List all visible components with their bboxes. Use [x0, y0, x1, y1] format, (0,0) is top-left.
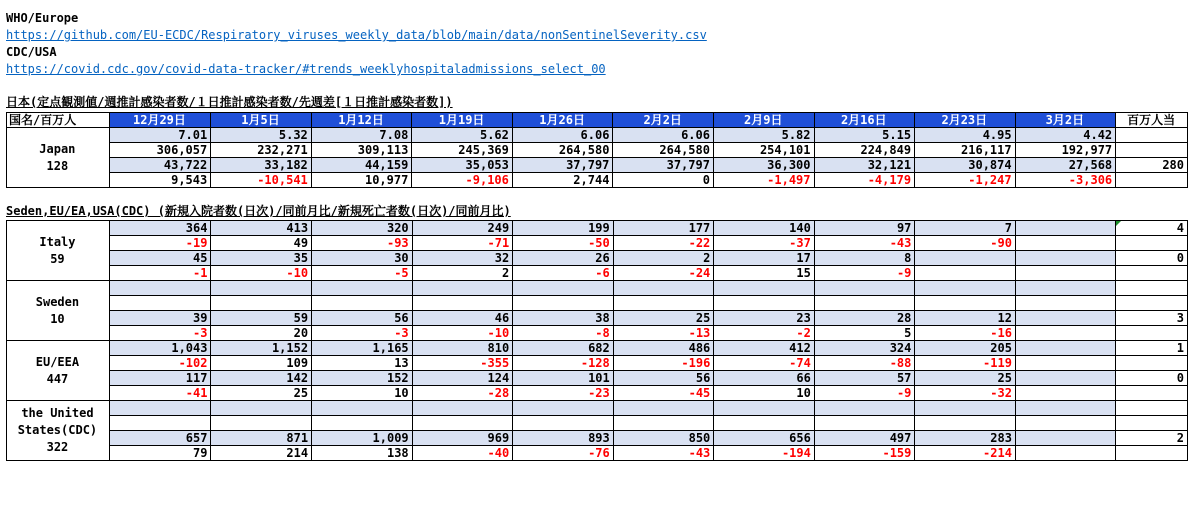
date-column-header: 2月9日 — [713, 113, 814, 128]
value-cell — [513, 281, 614, 296]
value-cell: 101 — [513, 371, 614, 386]
country-name: Japan — [39, 141, 76, 156]
value-cell — [513, 416, 614, 431]
value-cell: -6 — [513, 266, 614, 281]
value-cell: -32 — [915, 386, 1016, 401]
value-cell: 37,797 — [512, 158, 613, 173]
who-source-label: WHO/Europe — [6, 11, 79, 25]
value-cell: 1,009 — [312, 431, 413, 446]
value-cell: -93 — [312, 236, 413, 251]
per-million-cell: 0 — [1116, 371, 1188, 386]
value-cell — [312, 296, 413, 311]
value-cell — [1015, 296, 1115, 311]
value-cell — [109, 281, 211, 296]
value-cell: 264,580 — [512, 143, 613, 158]
value-cell: 810 — [412, 341, 513, 356]
country-column-header: 国名/百万人 — [7, 113, 110, 128]
per-million-cell — [1116, 386, 1188, 401]
value-cell — [1015, 281, 1115, 296]
value-cell: 32 — [412, 251, 513, 266]
value-cell — [915, 416, 1016, 431]
per-million-cell — [1116, 446, 1188, 461]
value-cell: 49 — [211, 236, 312, 251]
value-cell: 214 — [211, 446, 312, 461]
value-cell: 12 — [915, 311, 1016, 326]
value-cell: 320 — [312, 221, 413, 236]
value-cell — [1015, 356, 1115, 371]
date-column-header: 1月26日 — [512, 113, 613, 128]
value-cell: 30 — [312, 251, 413, 266]
country-name: Sweden — [35, 294, 80, 309]
value-cell: 969 — [412, 431, 513, 446]
value-cell: 5.62 — [412, 128, 513, 143]
table-row — [7, 251, 1188, 266]
who-source-link[interactable]: https://github.com/EU-ECDC/Respiratory_viruses_weekly_data/blob/main/data/nonSentinelSeverity.csv — [6, 28, 707, 42]
value-cell — [1015, 326, 1115, 341]
value-cell: 264,580 — [613, 143, 714, 158]
value-cell — [714, 401, 815, 416]
table-row — [7, 296, 1188, 311]
value-cell: 1,165 — [312, 341, 413, 356]
value-cell: 245,369 — [412, 143, 513, 158]
value-cell: 4.95 — [915, 128, 1016, 143]
value-cell: 10 — [714, 386, 815, 401]
value-cell: 232,271 — [211, 143, 312, 158]
value-cell: -22 — [613, 236, 714, 251]
value-cell: -37 — [714, 236, 815, 251]
value-cell: -102 — [109, 356, 211, 371]
value-cell: -74 — [714, 356, 815, 371]
value-cell: 309,113 — [311, 143, 412, 158]
date-column-header: 1月12日 — [311, 113, 412, 128]
value-cell: 1,152 — [211, 341, 312, 356]
value-cell: -355 — [412, 356, 513, 371]
value-cell — [513, 401, 614, 416]
value-cell: 7.08 — [311, 128, 412, 143]
per-million-cell — [1116, 128, 1188, 143]
value-cell: -10 — [412, 326, 513, 341]
country-label — [7, 281, 110, 341]
value-cell: 8 — [814, 251, 915, 266]
value-cell: -28 — [412, 386, 513, 401]
value-cell: -9 — [814, 386, 915, 401]
comment-flag-icon — [1116, 221, 1121, 226]
date-column-header: 1月19日 — [412, 113, 513, 128]
value-cell — [312, 401, 413, 416]
value-cell: 2 — [613, 251, 714, 266]
value-cell: 138 — [312, 446, 413, 461]
value-cell — [412, 401, 513, 416]
value-cell: -71 — [412, 236, 513, 251]
table-row — [7, 173, 1188, 188]
value-cell: 9,543 — [109, 173, 211, 188]
value-cell: 25 — [613, 311, 714, 326]
value-cell — [312, 416, 413, 431]
value-cell: 26 — [513, 251, 614, 266]
value-cell: 37,797 — [613, 158, 714, 173]
value-cell: -1 — [109, 266, 211, 281]
value-cell: 124 — [412, 371, 513, 386]
value-cell: 97 — [814, 221, 915, 236]
value-cell — [211, 281, 312, 296]
table-row — [7, 386, 1188, 401]
value-cell: 79 — [109, 446, 211, 461]
value-cell: -50 — [513, 236, 614, 251]
value-cell: 43,722 — [109, 158, 211, 173]
value-cell: 152 — [312, 371, 413, 386]
value-cell: 324 — [814, 341, 915, 356]
value-cell: -214 — [915, 446, 1016, 461]
value-cell: 216,117 — [915, 143, 1016, 158]
value-cell — [915, 401, 1016, 416]
table-row — [7, 221, 1188, 236]
table-row — [7, 128, 1188, 143]
value-cell — [109, 416, 211, 431]
value-cell: 57 — [814, 371, 915, 386]
value-cell — [714, 281, 815, 296]
value-cell — [613, 401, 714, 416]
value-cell — [412, 296, 513, 311]
value-cell: 2,744 — [512, 173, 613, 188]
value-cell — [814, 416, 915, 431]
value-cell: 30,874 — [915, 158, 1016, 173]
per-million-cell — [1116, 416, 1188, 431]
per-million-cell: 0 — [1116, 251, 1188, 266]
table-row — [7, 371, 1188, 386]
value-cell: -128 — [513, 356, 614, 371]
country-population: 59 — [50, 251, 65, 266]
value-cell — [1015, 416, 1115, 431]
value-cell: -19 — [109, 236, 211, 251]
value-cell: 2 — [412, 266, 513, 281]
table-row — [7, 431, 1188, 446]
value-cell: -16 — [915, 326, 1016, 341]
value-cell: 177 — [613, 221, 714, 236]
value-cell: 0 — [613, 173, 714, 188]
value-cell: 59 — [211, 311, 312, 326]
value-cell: 6.06 — [613, 128, 714, 143]
country-population: 322 — [46, 440, 69, 454]
value-cell: 657 — [109, 431, 211, 446]
value-cell: 893 — [513, 431, 614, 446]
value-cell: -3 — [312, 326, 413, 341]
value-cell: 36,300 — [713, 158, 814, 173]
per-million-cell: 2 — [1116, 431, 1188, 446]
eu-section-title: Seden,EU/EA,USA(CDC) (新規入院者数(日次)/同前月比/新規死亡者数(日次)/同前月比) — [6, 204, 511, 218]
value-cell — [714, 416, 815, 431]
value-cell: 682 — [513, 341, 614, 356]
value-cell — [1015, 236, 1115, 251]
value-cell — [1015, 431, 1115, 446]
per-million-cell — [1116, 266, 1188, 281]
value-cell — [513, 296, 614, 311]
value-cell: 5 — [814, 326, 915, 341]
value-cell — [1015, 371, 1115, 386]
value-cell: 25 — [915, 371, 1016, 386]
table-row — [7, 158, 1188, 173]
country-name: EU/EEA — [35, 354, 80, 369]
value-cell: 364 — [109, 221, 211, 236]
value-cell: -43 — [613, 446, 714, 461]
value-cell — [1015, 221, 1115, 236]
value-cell: -24 — [613, 266, 714, 281]
value-cell: -45 — [613, 386, 714, 401]
value-cell: 413 — [211, 221, 312, 236]
table-row — [7, 356, 1188, 371]
value-cell: 254,101 — [713, 143, 814, 158]
value-cell — [1015, 401, 1115, 416]
value-cell: 306,057 — [109, 143, 211, 158]
date-column-header: 2月23日 — [915, 113, 1016, 128]
table-row — [7, 266, 1188, 281]
value-cell: -90 — [915, 236, 1016, 251]
value-cell — [211, 416, 312, 431]
value-cell: -194 — [714, 446, 815, 461]
date-column-header: 12月29日 — [109, 113, 211, 128]
value-cell: -13 — [613, 326, 714, 341]
value-cell: 140 — [714, 221, 815, 236]
value-cell: 7.01 — [109, 128, 211, 143]
value-cell: -88 — [814, 356, 915, 371]
value-cell: 10 — [312, 386, 413, 401]
value-cell: -3 — [109, 326, 211, 341]
value-cell: -1,247 — [915, 173, 1016, 188]
value-cell: 20 — [211, 326, 312, 341]
value-cell: -196 — [613, 356, 714, 371]
value-cell: -76 — [513, 446, 614, 461]
country-label — [7, 221, 110, 281]
value-cell — [412, 416, 513, 431]
table-row — [7, 281, 1188, 296]
value-cell — [211, 401, 312, 416]
value-cell: 25 — [211, 386, 312, 401]
cdc-source-label: CDC/USA — [6, 45, 57, 59]
value-cell — [1015, 386, 1115, 401]
value-cell: 66 — [714, 371, 815, 386]
value-cell: 117 — [109, 371, 211, 386]
value-cell: -10 — [211, 266, 312, 281]
value-cell — [915, 251, 1016, 266]
value-cell — [915, 281, 1016, 296]
value-cell: -8 — [513, 326, 614, 341]
table-row — [7, 143, 1188, 158]
per-million-cell: 3 — [1116, 311, 1188, 326]
per-million-cell — [1116, 236, 1188, 251]
value-cell — [1015, 446, 1115, 461]
date-column-header: 2月16日 — [814, 113, 915, 128]
per-million-cell — [1116, 326, 1188, 341]
value-cell — [613, 281, 714, 296]
table-row — [7, 341, 1188, 356]
value-cell — [109, 401, 211, 416]
value-cell: 192,977 — [1015, 143, 1116, 158]
value-cell — [613, 416, 714, 431]
value-cell: 7 — [915, 221, 1016, 236]
country-population: 128 — [46, 158, 69, 173]
eu-table — [6, 220, 1188, 461]
value-cell: 109 — [211, 356, 312, 371]
value-cell: -3,306 — [1015, 173, 1116, 188]
japan-table — [6, 112, 1188, 188]
value-cell: 5.32 — [211, 128, 312, 143]
value-cell: 23 — [714, 311, 815, 326]
value-cell: -41 — [109, 386, 211, 401]
table-row — [7, 236, 1188, 251]
table-row — [7, 311, 1188, 326]
value-cell — [1015, 266, 1115, 281]
value-cell: -23 — [513, 386, 614, 401]
per-million-cell — [1116, 143, 1188, 158]
date-column-header: 2月2日 — [613, 113, 714, 128]
value-cell: 44,159 — [311, 158, 412, 173]
value-cell: -43 — [814, 236, 915, 251]
value-cell — [814, 281, 915, 296]
date-column-header: 3月2日 — [1015, 113, 1116, 128]
value-cell: 39 — [109, 311, 211, 326]
country-population: 447 — [46, 371, 69, 386]
value-cell — [1015, 251, 1115, 266]
value-cell: 15 — [714, 266, 815, 281]
value-cell — [109, 296, 211, 311]
value-cell: 33,182 — [211, 158, 312, 173]
per-million-cell — [1116, 356, 1188, 371]
value-cell: 871 — [211, 431, 312, 446]
value-cell: 205 — [915, 341, 1016, 356]
cdc-source-link[interactable]: https://covid.cdc.gov/covid-data-tracker/#trends_weeklyhospitaladmissions_select_00 — [6, 62, 606, 76]
country-population: 10 — [50, 311, 65, 326]
japan-section-title: 日本(定点観測値/週推計感染者数/１日推計感染者数/先週差[１日推計感染者数]) — [6, 95, 453, 109]
value-cell: -159 — [814, 446, 915, 461]
value-cell: -40 — [412, 446, 513, 461]
per-million-cell: 280 — [1116, 158, 1188, 173]
value-cell — [412, 281, 513, 296]
value-cell: -4,179 — [814, 173, 915, 188]
value-cell — [814, 401, 915, 416]
country-label — [7, 401, 110, 461]
value-cell: 5.82 — [713, 128, 814, 143]
per-million-cell — [1116, 173, 1188, 188]
value-cell — [312, 281, 413, 296]
value-cell: 199 — [513, 221, 614, 236]
table-row — [7, 401, 1188, 416]
value-cell: -5 — [312, 266, 413, 281]
value-cell: 28 — [814, 311, 915, 326]
value-cell: -10,541 — [211, 173, 312, 188]
value-cell: 283 — [915, 431, 1016, 446]
value-cell: 35 — [211, 251, 312, 266]
per-million-cell — [1116, 296, 1188, 311]
value-cell: 497 — [814, 431, 915, 446]
value-cell: 56 — [312, 311, 413, 326]
date-column-header: 1月5日 — [211, 113, 312, 128]
value-cell: -1,497 — [713, 173, 814, 188]
value-cell: 32,121 — [814, 158, 915, 173]
value-cell — [915, 266, 1016, 281]
value-cell: 850 — [613, 431, 714, 446]
value-cell: 6.06 — [512, 128, 613, 143]
value-cell: 13 — [312, 356, 413, 371]
value-cell: 38 — [513, 311, 614, 326]
value-cell — [211, 296, 312, 311]
per-million-cell: 1 — [1116, 341, 1188, 356]
value-cell — [613, 296, 714, 311]
value-cell — [714, 296, 815, 311]
per-million-header: 百万人当 — [1116, 113, 1188, 128]
value-cell — [814, 296, 915, 311]
country-label — [7, 341, 110, 401]
value-cell: 1,043 — [109, 341, 211, 356]
country-name: the United States(CDC) — [17, 406, 98, 437]
value-cell: 249 — [412, 221, 513, 236]
per-million-cell — [1116, 281, 1188, 296]
value-cell — [1015, 341, 1115, 356]
country-name: Italy — [39, 234, 76, 249]
header-row — [7, 113, 1188, 128]
value-cell: 10,977 — [311, 173, 412, 188]
value-cell: 656 — [714, 431, 815, 446]
per-million-cell — [1116, 401, 1188, 416]
value-cell: 46 — [412, 311, 513, 326]
value-cell: -9 — [814, 266, 915, 281]
value-cell: 27,568 — [1015, 158, 1116, 173]
value-cell: -119 — [915, 356, 1016, 371]
value-cell: 224,849 — [814, 143, 915, 158]
per-million-cell: 4 — [1116, 221, 1188, 236]
value-cell: 17 — [714, 251, 815, 266]
value-cell: 412 — [714, 341, 815, 356]
value-cell: 486 — [613, 341, 714, 356]
value-cell: 56 — [613, 371, 714, 386]
value-cell — [1015, 311, 1115, 326]
table-row — [7, 416, 1188, 431]
value-cell: 35,053 — [412, 158, 513, 173]
value-cell: -9,106 — [412, 173, 513, 188]
value-cell — [915, 296, 1016, 311]
value-cell: -2 — [714, 326, 815, 341]
value-cell: 45 — [109, 251, 211, 266]
value-cell: 142 — [211, 371, 312, 386]
value-cell: 5.15 — [814, 128, 915, 143]
table-row — [7, 446, 1188, 461]
value-cell: 4.42 — [1015, 128, 1116, 143]
country-label — [7, 128, 110, 188]
table-row — [7, 326, 1188, 341]
